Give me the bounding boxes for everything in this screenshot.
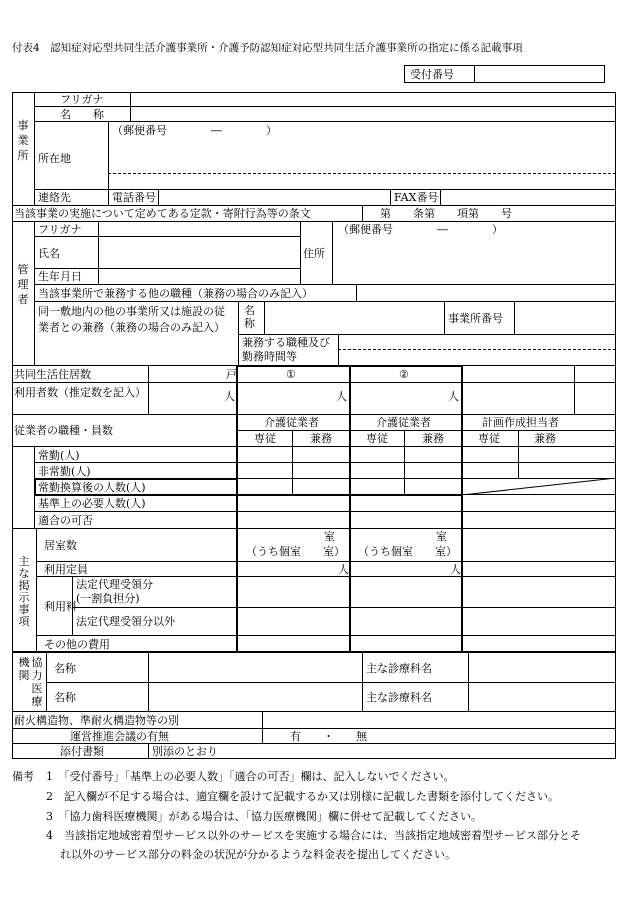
cooperation-label-b: 協力医療 (31, 656, 43, 708)
facility-no-label: 事業所番号 (448, 312, 503, 325)
items-section-label: 主な掲示事項 (18, 555, 30, 628)
office-furigana-label: フリガナ (60, 93, 104, 106)
office-phone-label: 電話番号 (112, 191, 156, 204)
coop-dept-label-2: 主な診療科名 (366, 691, 432, 704)
manager-name-field[interactable] (99, 237, 299, 267)
dedicated-3: 専従 (478, 432, 500, 445)
manager-postal: （郵便番号 ― ） (338, 223, 503, 236)
office-contact-label: 連絡先 (38, 191, 71, 204)
fireproof-label: 耐火構造物、準耐火構造物等の別 (14, 714, 179, 727)
users-unit-1: 人 (336, 390, 347, 403)
note-4b: れ以外のサービス部分の料金の状況が分かるような料金表を提出してください。 (60, 848, 456, 861)
note-1: 1 「受付番号」「基準上の必要人数」「適合の可否」欄は、記入しないでください。 (46, 770, 455, 783)
users-label: 利用者数（推定数を記入） (14, 386, 146, 399)
office-fax-label: FAX番号 (394, 191, 439, 204)
concurrent-role-label: 当該事業所で兼務する他の職種（兼務の場合のみ記入） (38, 287, 313, 300)
receipt-number-field[interactable] (476, 66, 603, 82)
manager-address-label: 住所 (303, 247, 325, 260)
note-2: 2 記入欄が不足する場合は、適宜欄を設けて記載するか又は別様に記載した書類を添付してください。 (46, 790, 559, 803)
office-name-field[interactable] (131, 107, 615, 120)
concurrent-2: 兼務 (422, 432, 444, 445)
cooperation-label-a: 機関 (18, 656, 30, 682)
coop-name-field-2[interactable] (149, 683, 361, 711)
manager-section-label: 管理者 (17, 263, 29, 306)
council-value[interactable]: 有 ・ 無 (290, 730, 367, 743)
note-3: 3 「協力歯科医療機関」がある場合は、「協力医療機関」欄に併せて記載してください。 (46, 810, 482, 823)
office-phone-field[interactable] (159, 190, 389, 204)
office-postal: （郵便番号 ― ） (112, 124, 277, 137)
private-room-1: （うち個室 室） (246, 545, 345, 558)
coop-dept-field-1[interactable] (469, 653, 615, 681)
manager-address-field[interactable] (333, 238, 615, 283)
council-label: 運営推進会議の有無 (70, 730, 169, 743)
facility-name-label: 名称 (244, 304, 255, 330)
page-title: 付表4 認知症対応型共同生活介護事業所・介護予防認知症対応型共同生活介護事業所の指定に係る記載事項 (12, 42, 523, 54)
office-address-field[interactable] (109, 138, 615, 188)
office-name-label: 名 称 (60, 108, 104, 121)
dedicated-1: 専従 (254, 432, 276, 445)
care-staff-header-2: 介護従業者 (376, 416, 431, 429)
facility-no-field[interactable] (515, 302, 615, 333)
care-staff-header-1: 介護従業者 (264, 416, 319, 429)
users-unit-total: 人 (224, 390, 235, 403)
staff-types-label: 従業者の職種・員数 (14, 424, 113, 437)
fte-label: 常勤換算後の人数(人) (38, 481, 146, 494)
concurrent-role-field[interactable] (357, 285, 615, 300)
fireproof-field[interactable] (263, 712, 615, 728)
unit2-header: ② (399, 368, 409, 381)
office-fax-field[interactable] (441, 190, 615, 204)
units-label: 共同生活住居数 (14, 368, 91, 381)
manager-furigana-label: フリガナ (38, 223, 82, 236)
required-label: 基準上の必要人数(人) (38, 497, 146, 510)
units-unit: 戸 (226, 368, 237, 381)
room-unit-1: 室 (324, 530, 335, 543)
office-address-label: 所在地 (38, 152, 71, 165)
role-hours-label: 兼務する職種及び勤務時間等 (242, 336, 330, 363)
attachment-label: 添付書類 (60, 745, 104, 758)
diagonal-mark (462, 478, 616, 495)
capacity-unit-2: 人 (450, 563, 461, 576)
rooms-label: 居室数 (44, 539, 77, 552)
facility-name-field[interactable] (265, 302, 443, 333)
manager-birth-field[interactable] (99, 269, 299, 283)
notes-heading: 備考 (12, 770, 34, 783)
planner-header: 計画作成担当者 (482, 416, 559, 429)
coop-name-label-2: 名称 (54, 691, 76, 704)
capacity-unit-1: 人 (338, 563, 349, 576)
manager-name-label: 氏名 (38, 247, 60, 260)
legal-fee-sub: (一割負担分) (76, 592, 140, 605)
articles-value[interactable]: 第 条第 項第 号 (380, 207, 512, 220)
attachment-value: 別添のとおり (152, 745, 218, 758)
coop-name-field-1[interactable] (149, 653, 361, 681)
unit1-header: ① (286, 368, 296, 381)
users-unit-2: 人 (448, 390, 459, 403)
dedicated-2: 専従 (366, 432, 388, 445)
private-room-2: （うち個室 室） (358, 545, 457, 558)
coop-dept-field-2[interactable] (469, 683, 615, 711)
manager-furigana-field[interactable] (99, 222, 299, 235)
coop-dept-label-1: 主な診療科名 (366, 662, 432, 675)
other-fees-label: その他の費用 (44, 638, 110, 651)
articles-label: 当該事業の実施について定めてある定款・寄附行為等の条文 (14, 207, 311, 220)
capacity-label: 利用定員 (44, 563, 88, 576)
fulltime-label: 常勤(人) (38, 449, 80, 462)
non-legal-fee-label: 法定代理受領分以外 (76, 615, 175, 628)
parttime-label: 非常勤(人) (38, 465, 91, 478)
concurrent-other-label: 同一敷地内の他の事業所又は施設の従業者との兼務（兼務の場合のみ記入） (38, 305, 225, 334)
manager-birth-label: 生年月日 (38, 270, 82, 283)
receipt-label: 受付番号 (410, 68, 454, 81)
office-section-label: 事業所 (17, 119, 29, 162)
room-unit-2: 室 (436, 530, 447, 543)
concurrent-3: 兼務 (534, 432, 556, 445)
role-hours-field[interactable] (339, 335, 615, 364)
coop-name-label-1: 名称 (54, 662, 76, 675)
compliance-label: 適合の可否 (38, 514, 93, 527)
note-4a: 4 当該指定地域密着型サービス以外のサービスを実施する場合には、当該指定地域密着型サービス部分とそ (46, 829, 581, 842)
office-furigana-field[interactable] (131, 93, 615, 105)
concurrent-1: 兼務 (310, 432, 332, 445)
fees-label: 利用料 (44, 600, 77, 613)
legal-fee-label: 法定代理受領分 (76, 578, 153, 591)
